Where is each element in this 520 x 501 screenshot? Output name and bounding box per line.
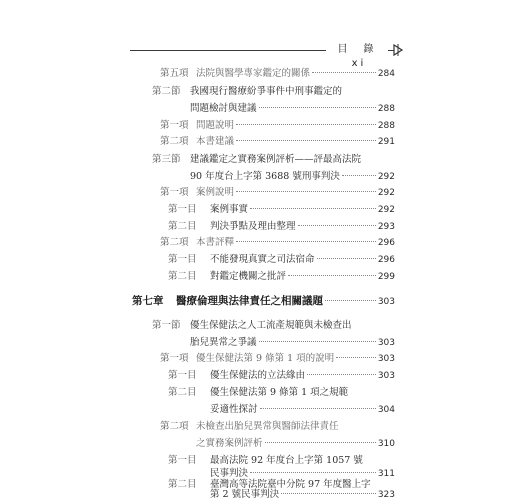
header-section-label: 目 錄 [337,44,377,55]
toc-entry-title: 案例說明 [196,187,235,198]
toc-leader-dots [317,258,376,259]
toc-entry-title: 建議鑑定之實務案例評析——評最高法院 [190,154,362,165]
toc-entry[interactable] [152,318,395,334]
toc-entry-label: 第二項 [160,421,189,432]
toc-entry-continuation[interactable] [210,489,395,500]
toc-entry[interactable] [152,152,395,168]
toc-entry-title: 本書評釋 [196,237,235,248]
toc-leader-dots [236,241,376,242]
toc-leader-dots [281,493,376,494]
toc-leader-dots [312,72,376,73]
toc-leader-dots [288,275,376,276]
toc-chapter-entry[interactable] [132,293,395,309]
toc-entry-label: 第二目 [168,387,197,398]
toc-leader-dots [236,191,376,192]
toc-entry-title: 優生保健法第 9 條第 1 項之規範 [210,387,349,398]
toc-entry[interactable] [168,219,395,235]
toc-entry[interactable] [168,252,395,268]
toc-chapter-title: 醫療倫理與法律責任之相關議題 [176,295,323,307]
toc-entry[interactable] [160,419,395,435]
toc-entry-continuation-title: 問題檢討與建議 [190,103,257,114]
toc-entry-title: 最高法院 92 年度台上字第 1057 號 [210,455,363,466]
toc-entry-page: 293 [377,222,395,232]
toc-entry[interactable] [168,202,395,218]
toc-leader-dots [250,472,376,473]
toc-entry-page: 296 [377,255,395,265]
toc-entry-label: 第一目 [168,254,197,265]
toc-entry-title: 未檢查出胎兒異常與醫師法律責任 [196,421,339,432]
toc-leader-dots [259,107,376,108]
toc-leader-dots [265,442,376,443]
toc-entry-page: 303 [377,371,395,381]
toc-leader-dots [236,124,376,125]
toc-entry-title: 臺灣高等法院臺中分院 97 年度醫上字 [210,479,371,490]
toc-leader-dots [236,140,376,141]
toc-entry-continuation-title: 90 年度台上字第 3688 號刑事判決 [190,171,340,182]
toc-entry-continuation[interactable] [190,335,395,351]
header-tag [326,43,388,69]
toc-entry-page: 292 [377,188,395,198]
toc-entry[interactable] [152,84,395,100]
toc-entry-title: 法院與醫學專家鑑定的關係 [196,68,311,79]
toc-entry[interactable] [168,385,395,401]
toc-entry-label: 第一項 [160,353,189,364]
toc-entry-page: 299 [377,272,395,282]
toc-chapter-page: 303 [377,297,395,307]
toc-entry[interactable] [168,368,395,384]
toc-entry[interactable] [160,118,395,134]
toc-entry-page: 303 [377,338,395,348]
toc-entry-label: 第二目 [168,271,197,282]
toc-entry-label: 第二目 [168,221,197,232]
toc-entry-continuation-title: 第 2 號民事判決 [210,489,280,500]
toc-leader-dots [336,357,376,358]
toc-entry-label: 第一目 [168,455,197,466]
toc-leader-dots [260,408,376,409]
toc-entry-page: 310 [377,439,395,449]
toc-entry-title: 本書建議 [196,136,235,147]
toc-entry-continuation[interactable] [210,402,395,418]
toc-leader-dots [250,208,376,209]
toc-entry-page: 304 [377,405,395,415]
toc-entry-continuation-title: 妥適性探討 [210,404,258,415]
toc-entry-label: 第五項 [160,68,189,79]
toc-entry-title: 對鑑定機關之批評 [210,271,287,282]
toc-entry-title: 不能發現真實之司法宿命 [210,254,315,265]
page-header [0,40,520,69]
toc-entry-page: 292 [377,172,395,182]
header-ornament-icon [392,43,404,57]
toc-entry[interactable] [160,66,395,82]
toc-entry-title: 優生保健法之人工流產規範與未檢查出 [190,320,352,331]
toc-entry[interactable] [160,351,395,367]
toc-entry-label: 第一目 [168,370,197,381]
toc-entry-title: 我國現行醫療紛爭事件中刑事鑑定的 [190,86,343,97]
toc-leader-dots [342,175,376,176]
toc-entry-page: 323 [377,490,395,500]
toc-entry-continuation[interactable] [190,169,395,185]
toc-entry[interactable] [160,185,395,201]
toc-entry-label: 第三節 [152,154,181,165]
toc-entry-label: 第二項 [160,237,189,248]
toc-entry-continuation[interactable] [196,436,395,452]
toc-entry[interactable] [160,235,395,251]
toc-entry-page: 296 [377,238,395,248]
toc-entry-page: 288 [377,104,395,114]
toc-entry-page: 303 [377,354,395,364]
toc-entry-title: 問題說明 [196,120,235,131]
toc-entry-label: 第二項 [160,136,189,147]
toc-entry-continuation-title: 民事判決 [210,468,249,479]
toc-entry[interactable] [168,269,395,285]
toc-chapter-label: 第七章 [132,295,164,307]
toc-entry[interactable] [160,134,395,150]
toc-leader-dots [259,341,376,342]
toc-entry-label: 第二目 [168,479,197,490]
toc-entry-page: 291 [377,137,395,147]
toc-leader-dots [307,374,376,375]
toc-leader-dots [298,225,376,226]
toc-entry-label: 第一節 [152,320,181,331]
toc-entry-page: 311 [377,469,395,479]
toc-entry-title: 判決爭點及理由整理 [210,221,296,232]
toc-entry-continuation[interactable] [190,101,395,117]
toc-entry-title: 案例事實 [210,204,249,215]
toc-entry-page: 288 [377,121,395,131]
toc-entry-page: 284 [377,69,395,79]
toc-entry-label: 第一項 [160,187,189,198]
toc-entry-continuation-title: 之實務案例評析 [196,438,263,449]
toc-entry-label: 第二節 [152,86,181,97]
header-page-number: xi [351,58,367,69]
toc-entry-title: 優生保健法的立法緣由 [210,370,306,381]
toc-entry-title: 優生保健法第 9 條第 1 項的說明 [196,353,335,364]
toc-entry-page: 292 [377,205,395,215]
toc-entry-continuation-title: 胎兒異常之爭議 [190,337,257,348]
toc-entry-label: 第一目 [168,204,197,215]
toc-leader-dots [325,300,376,301]
toc-entry-label: 第一項 [160,120,189,131]
